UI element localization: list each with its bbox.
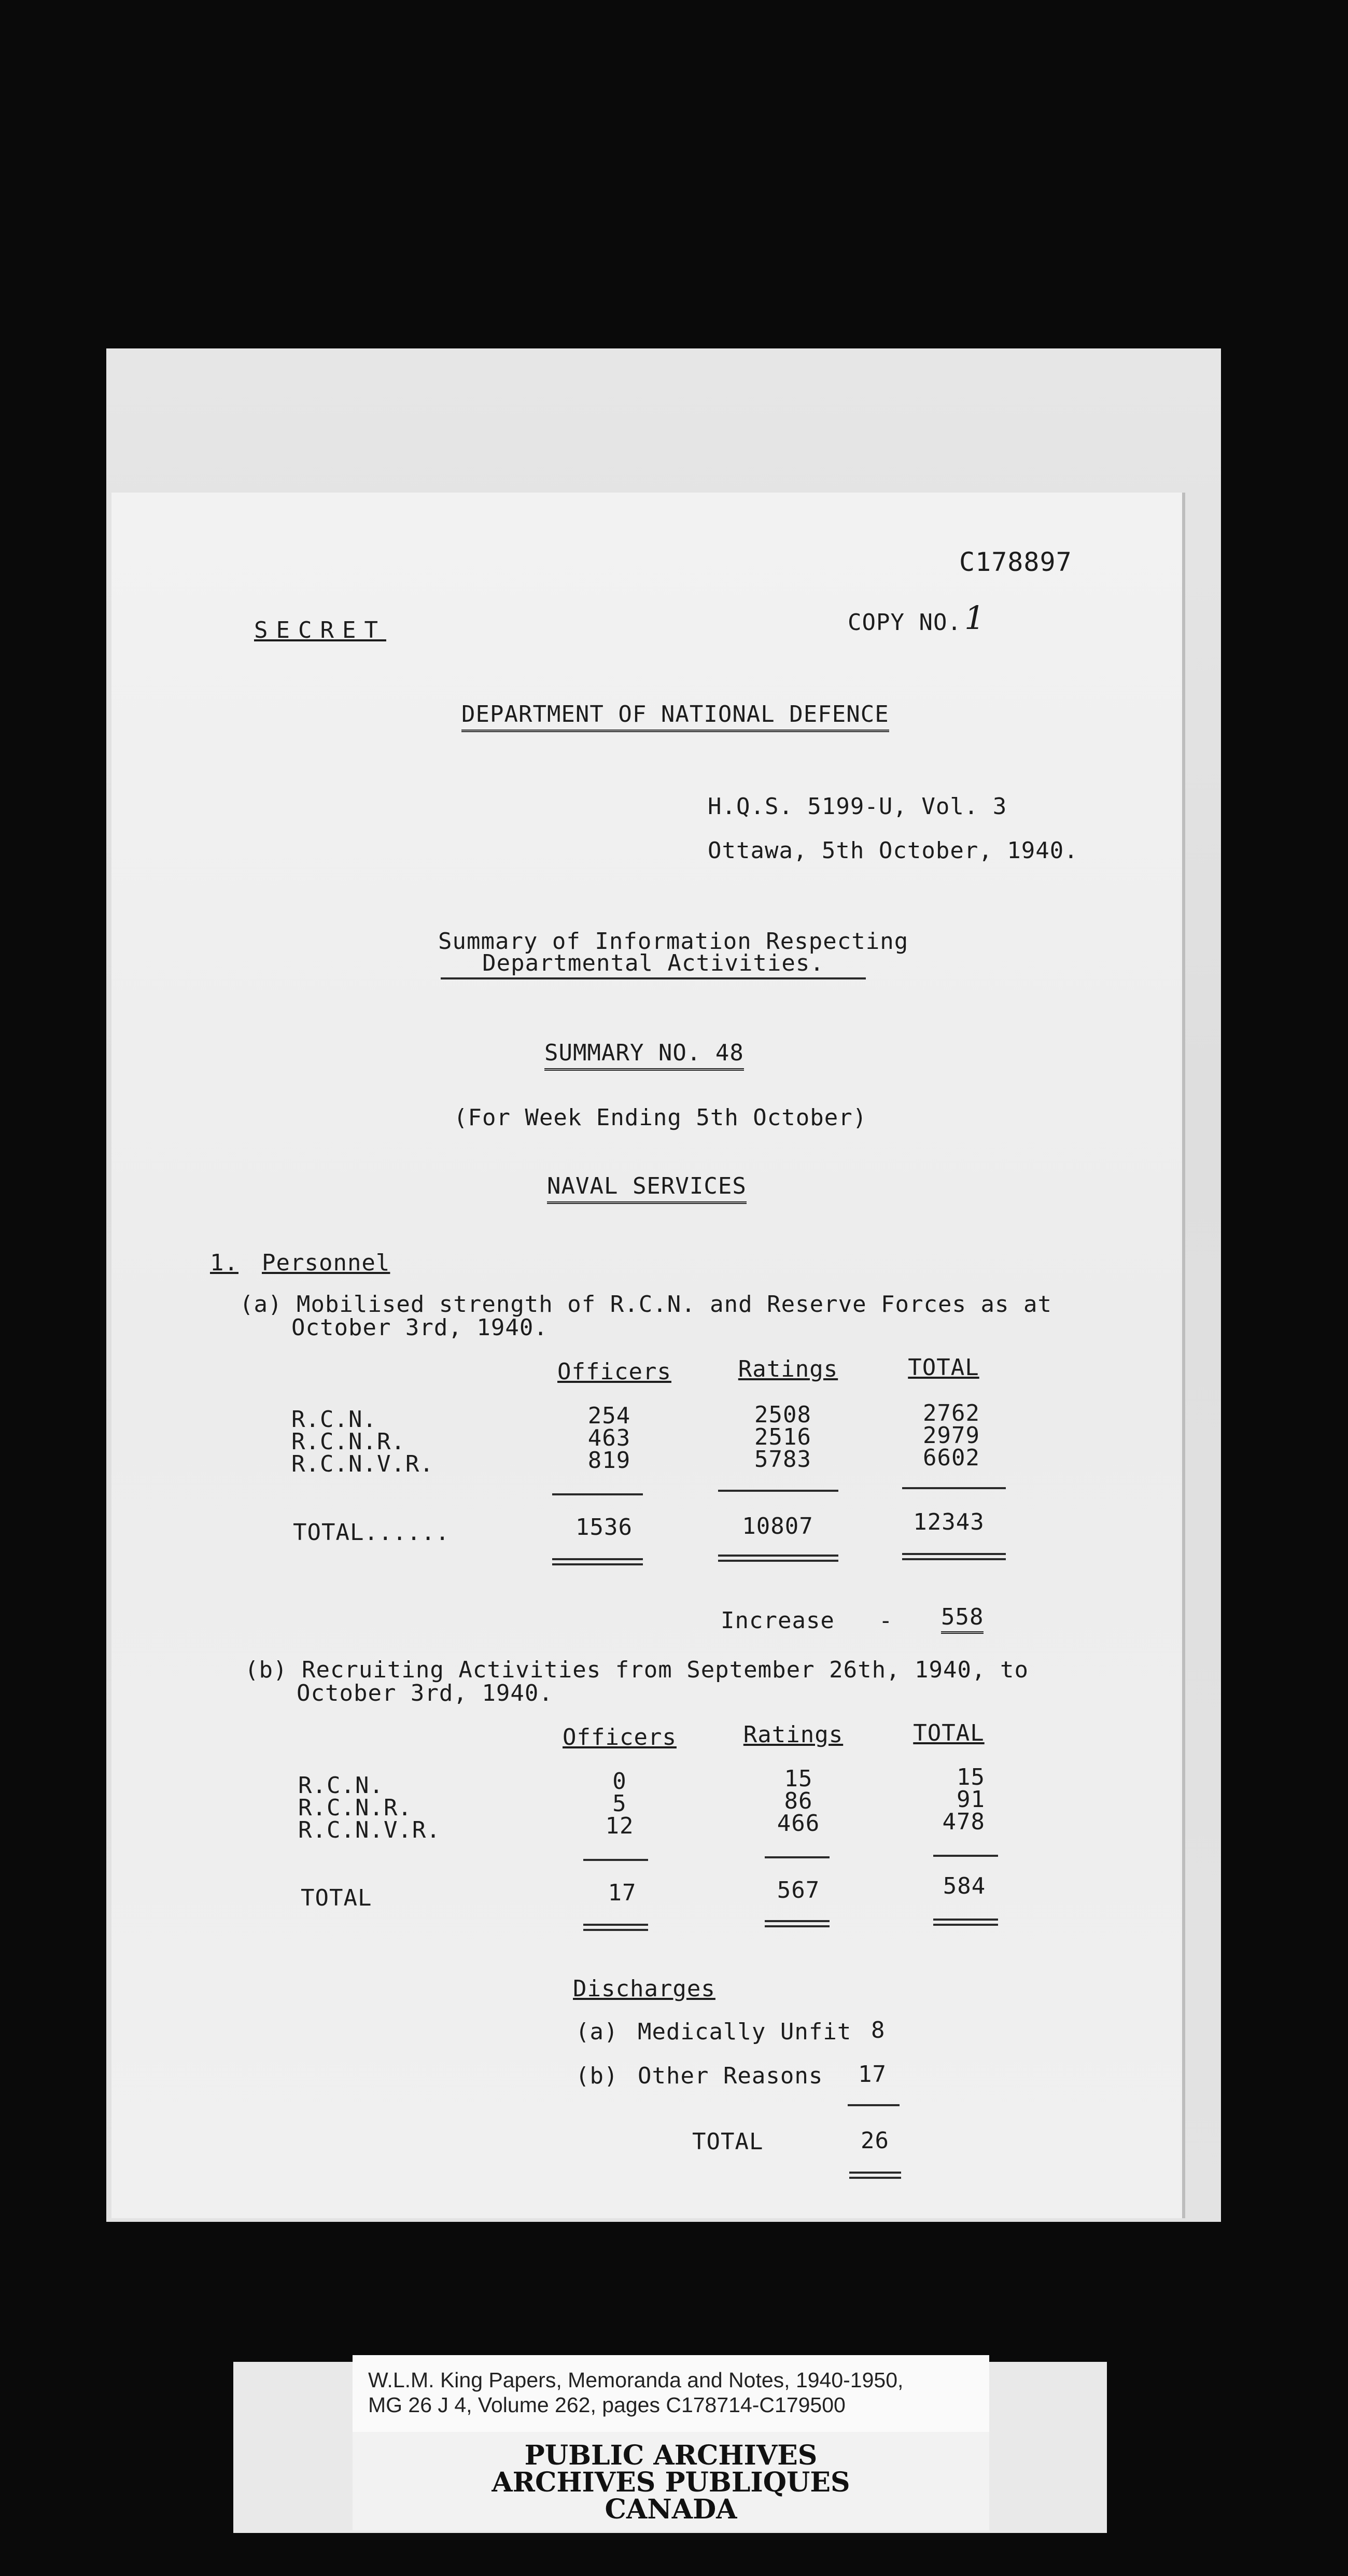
week-ending: (For Week Ending 5th October) [454,1104,867,1131]
part-b-col-officers: Officers [563,1724,677,1751]
part-a-cell-officers: 463 [587,1425,631,1451]
part-a-row-label: R.C.N.R. [291,1429,405,1455]
part-a-row-label: R.C.N.V.R. [291,1451,434,1477]
part-a-total-ratings: 10807 [742,1513,813,1539]
part-b-subtotal-rule [933,1855,998,1857]
discharges-subtotal-rule [848,2104,900,2106]
copy-label: COPY NO. [848,609,962,636]
part-a-cell-officers: 254 [587,1403,631,1429]
part-b-heading-line2: October 3rd, 1940. [297,1680,553,1706]
part-b-col-total: TOTAL [913,1720,985,1746]
part-b-cell-total: 91 [957,1786,985,1813]
part-b-subtotal-rule [583,1859,648,1861]
archive-citation-label [353,2355,989,2432]
discharges-title: Discharges [573,1976,715,2002]
part-a-col-ratings: Ratings [738,1356,838,1382]
part-a-col-officers: Officers [557,1359,671,1385]
part-a-cell-ratings: 2508 [754,1402,811,1428]
discharge-value: 17 [858,2061,887,2088]
part-b-row-label: R.C.N.V.R. [298,1817,441,1843]
part-a-cell-total: 2762 [923,1400,980,1426]
place-date: Ottawa, 5th October, 1940. [708,837,1078,864]
summary-title-line2: Departmental Activities. [441,950,866,979]
archive-citation-line2: MG 26 J 4, Volume 262, pages C178714-C179500 [368,2393,846,2417]
archive-citation-line1: W.L.M. King Papers, Memoranda and Notes, 1940-1950, [368,2368,904,2392]
discharges-total-value: 26 [861,2127,889,2154]
part-b-total-officers: 17 [608,1880,637,1906]
part-b-heading-line1: (b) Recruiting Activities from September 26th, 1940, to [245,1657,1029,1683]
part-b-total-ratings: 567 [777,1877,820,1903]
service-title: NAVAL SERVICES [547,1173,747,1204]
part-b-cell-officers: 12 [605,1813,634,1839]
part-b-col-ratings: Ratings [743,1721,844,1748]
part-b-total-label: TOTAL [301,1885,372,1911]
section-title: Personnel [262,1250,390,1276]
archive-stamp-line1: PUBLIC ARCHIVES [524,2440,818,2471]
archive-stamp-line2: ARCHIVES PUBLIQUES [492,2467,850,2498]
part-b-cell-ratings: 466 [777,1810,820,1837]
part-b-total-rule [583,1924,648,1931]
part-a-total-rule [902,1553,1006,1560]
department-title: DEPARTMENT OF NATIONAL DEFENCE [461,701,889,732]
part-a-heading-line1: (a) Mobilised strength of R.C.N. and Reserve Forces as at [240,1291,1052,1318]
increase-label: Increase [721,1607,835,1634]
part-a-total-rule [718,1555,838,1562]
file-reference: H.Q.S. 5199-U, Vol. 3 [708,793,1007,820]
part-a-subtotal-rule [552,1493,643,1495]
discharge-key: (b) [575,2063,619,2089]
discharge-key: (a) [575,2019,619,2045]
discharge-value: 8 [871,2017,886,2043]
part-b-row-label: R.C.N.R. [298,1795,412,1821]
discharges-total-rule [849,2172,901,2179]
part-a-subtotal-rule [718,1490,838,1492]
part-b-cell-officers: 5 [612,1790,627,1817]
copy-number: 1 [964,599,986,637]
archive-stamp [353,2432,989,2530]
part-b-cell-ratings: 15 [784,1766,813,1792]
part-a-cell-ratings: 5783 [754,1446,811,1473]
summary-number: SUMMARY NO. 48 [544,1040,744,1071]
part-b-total-rule [933,1919,998,1926]
part-a-total-label: TOTAL...... [293,1519,450,1546]
discharges-total-label: TOTAL [692,2129,764,2155]
document-stamp-number: C178897 [959,547,1072,577]
part-a-cell-ratings: 2516 [754,1424,811,1450]
increase-dash: - [879,1607,893,1634]
discharge-label: Other Reasons [638,2063,823,2089]
part-b-cell-ratings: 86 [784,1788,813,1814]
classification-label: SECRET [254,617,386,643]
part-a-total-total: 12343 [913,1509,985,1535]
part-a-total-officers: 1536 [575,1514,633,1541]
part-b-cell-officers: 0 [612,1768,627,1795]
part-a-subtotal-rule [902,1487,1006,1489]
part-a-col-total: TOTAL [908,1354,979,1381]
part-a-cell-total: 6602 [923,1445,980,1471]
part-b-row-label: R.C.N. [298,1772,384,1799]
part-a-cell-total: 2979 [923,1422,980,1449]
part-a-cell-officers: 819 [587,1447,631,1474]
part-b-cell-total: 478 [942,1809,985,1835]
part-a-total-rule [552,1558,643,1565]
document-page [111,493,1182,2218]
part-b-subtotal-rule [765,1856,830,1858]
summary-title-line1: Summary of Information Respecting [438,928,909,955]
section-number: 1. [210,1250,238,1276]
increase-value: 558 [941,1604,984,1634]
part-a-row-label: R.C.N. [291,1406,377,1433]
archive-stamp-line3: CANADA [605,2494,737,2525]
part-a-heading-line2: October 3rd, 1940. [291,1314,548,1341]
part-b-total-total: 584 [943,1873,986,1899]
part-b-cell-total: 15 [957,1764,985,1790]
part-b-total-rule [765,1920,830,1927]
discharge-label: Medically Unfit [638,2019,852,2045]
